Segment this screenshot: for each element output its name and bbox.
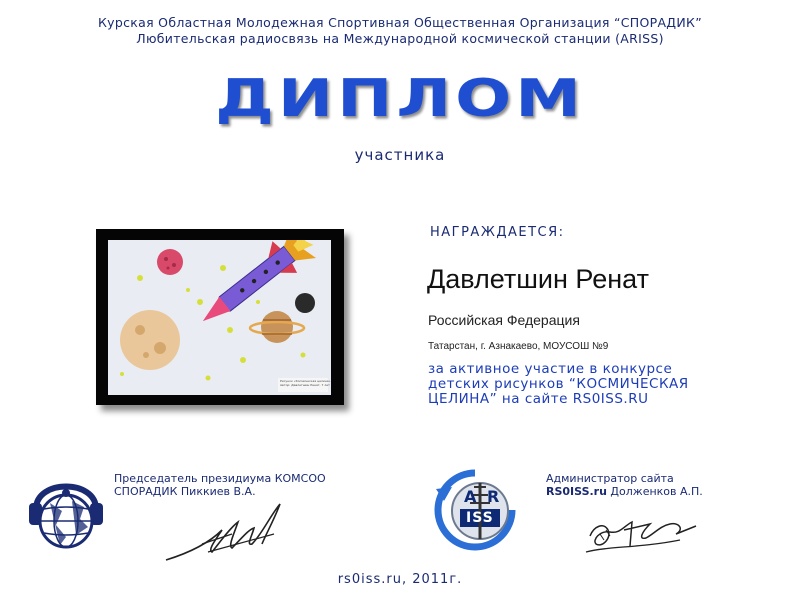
header-program: Любительская радиосвязь на Международной космической станции (ARISS) <box>136 31 664 46</box>
award-label: НАГРАЖДАЕТСЯ: <box>430 225 565 240</box>
right-signatory-name: Долженков А.П. <box>606 485 703 498</box>
globe-headphones-logo-icon <box>26 465 106 555</box>
signature-right-icon <box>580 496 700 566</box>
ariss-logo-icon <box>430 465 520 555</box>
recipient-country: Российская Федерация <box>428 312 580 328</box>
drawing-caption-title: Рисунок «Космическая целина» <box>280 379 331 383</box>
right-signatory <box>546 472 786 498</box>
award-reason-line: за активное участие в конкурсе <box>428 361 673 377</box>
award-reason <box>428 362 788 407</box>
left-signatory-title: Председатель президиума КОМСОО <box>114 472 326 485</box>
footer-site-year: rs0iss.ru, 2011г. <box>337 572 463 587</box>
drawing-caption-author: Автор: Давлетшин Ренат, 7 лет <box>280 383 330 387</box>
drawing-caption <box>280 379 330 387</box>
diploma-title: ДИПЛОМ <box>215 68 585 129</box>
diploma-subtitle: участника <box>354 146 446 164</box>
right-signatory-title: Администратор сайта <box>546 472 674 485</box>
space-drawing-image <box>108 240 331 395</box>
recipient-name: Давлетшин Ренат <box>427 264 649 294</box>
signature-left-icon <box>162 494 302 574</box>
left-signatory-name: СПОРАДИК Пиккиев В.А. <box>114 485 256 498</box>
recipient-school: Татарстан, г. Азнакаево, МОУСОШ №9 <box>428 341 609 352</box>
award-reason-line: ЦЕЛИНА” на сайте RS0ISS.RU <box>428 391 649 407</box>
child-drawing <box>108 240 331 395</box>
drawing-frame <box>96 229 344 405</box>
header-organization: Курская Областная Молодежная Спортивная Общественная Организация “СПОРАДИК” <box>98 15 702 30</box>
ariss-logo-letter-r: R <box>487 487 500 506</box>
award-reason-line: детских рисунков “КОСМИЧЕСКАЯ <box>428 376 689 392</box>
ariss-logo-letter-a: A <box>464 487 477 506</box>
right-signatory-site: RS0ISS.ru <box>546 485 607 498</box>
ariss-logo-text: ISS <box>466 510 494 526</box>
